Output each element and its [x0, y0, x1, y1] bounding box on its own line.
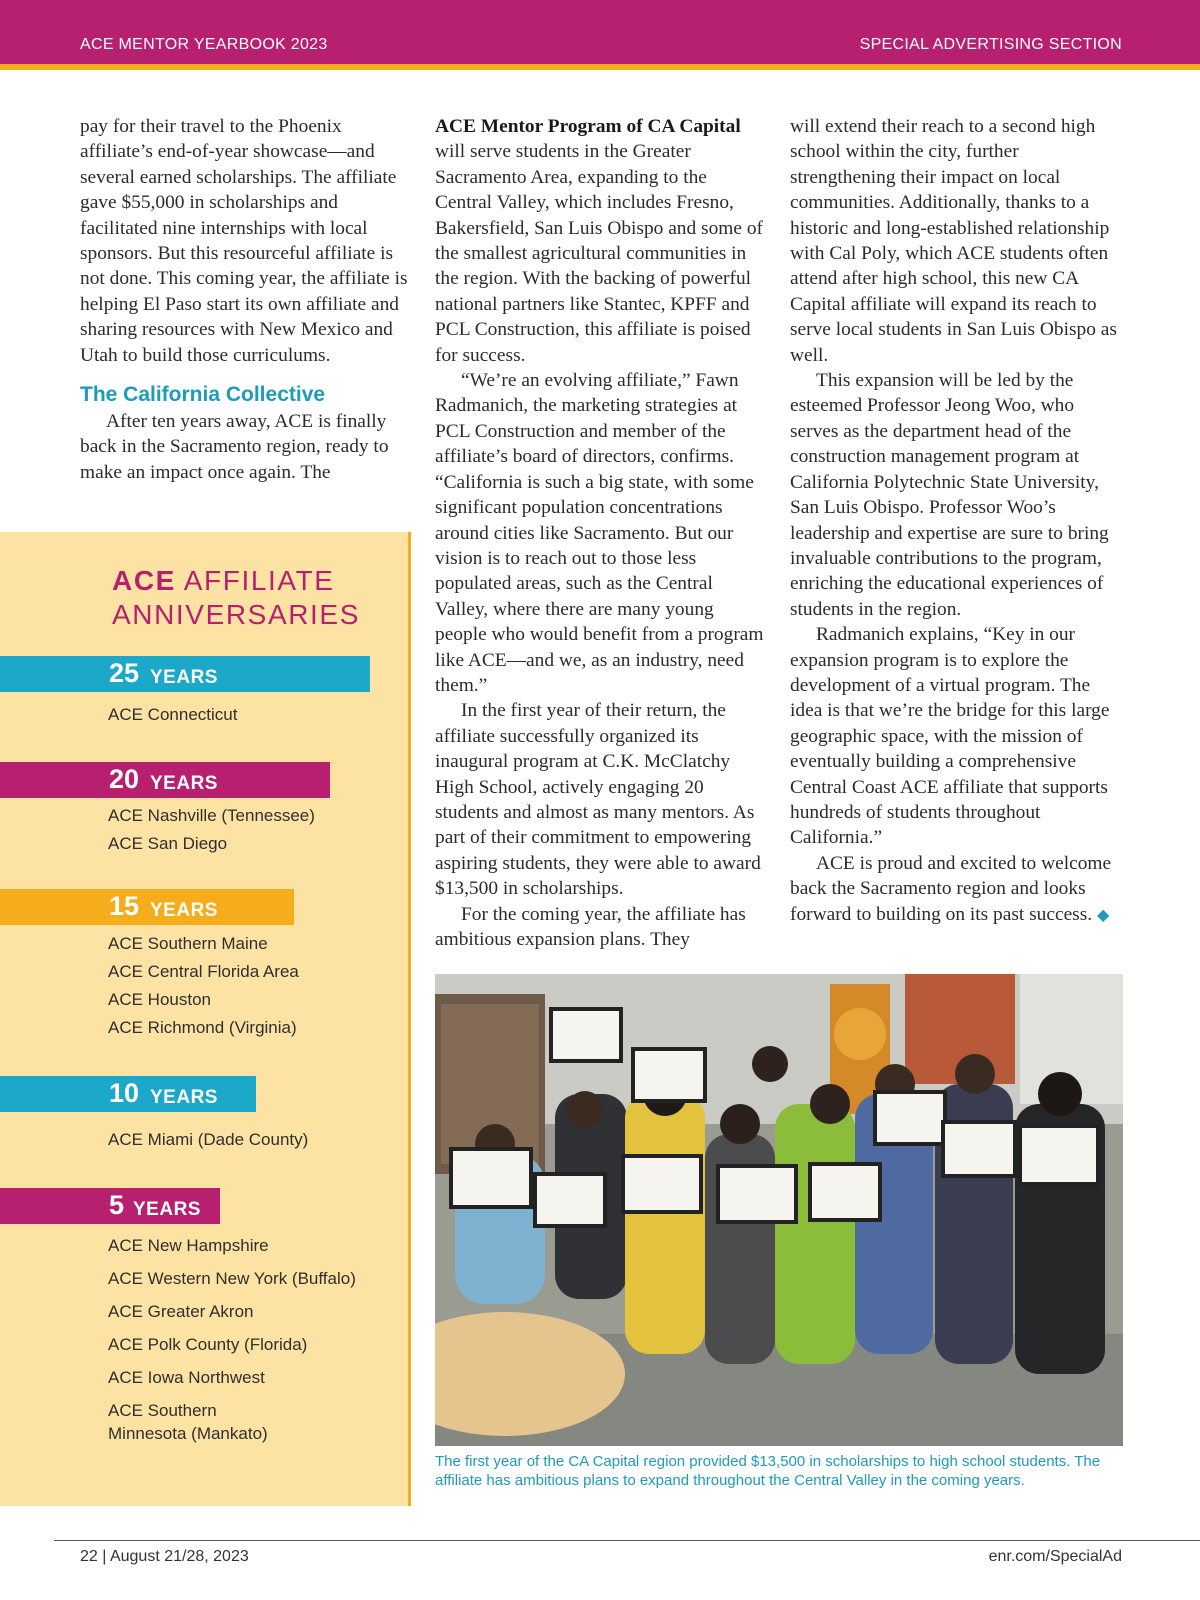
affiliate-name: ACE Houston [108, 990, 211, 1009]
paragraph: After ten years away, ACE is finally back in the Sacramento region, ready to make an impact once again. The [80, 411, 389, 483]
article-column-3 [790, 114, 1126, 928]
photo-caption: The first year of the CA Capital region provided $13,500 in scholarships to high school students. The affiliate has ambitious plans to expand throughout the Central Valley in the coming years. [435, 1453, 1101, 1489]
subheading: The California Collective [80, 383, 326, 407]
affiliate-name: ACE Greater Akron [108, 1302, 254, 1321]
years-band-20: 20 YEARS [0, 762, 330, 798]
years-band-10: 10 YEARS [0, 1076, 256, 1112]
affiliate-name: ACE Nashville (Tennessee) [108, 806, 315, 825]
publication-title: ACE MENTOR YEARBOOK 2023 [80, 36, 328, 53]
paragraph: This expansion will be led by the esteemed Professor Jeong Woo, who serves as the department head of the construction management program at California Polytechnic State University, San Luis Obispo. Professor Woo’s leadership and expertise are sure to bring invaluable contributions to the program, enriching the educational experiences of students in the region. [790, 370, 1109, 620]
article-column-1 [80, 114, 414, 485]
paragraph: For the coming year, the affiliate has ambitious expansion plans. They [435, 903, 746, 950]
paragraph: “We’re an evolving affiliate,” Fawn Radmanich, the marketing strategies at PCL Construction and member of the affiliate’s board of directors, confirms. “California is such a big state, with some significant population concentrations around cities like Sacramento. But our vision is to reach out to those less populated areas, such as the Central Valley, where there are many young people who would benefit from a program like ACE—and we, as an industry, need them.” [435, 370, 764, 696]
sidebar-border [408, 532, 411, 1506]
section-label: SPECIAL ADVERTISING SECTION [859, 36, 1122, 53]
page-header [0, 0, 1200, 64]
paragraph-text: ACE is proud and excited to welcome back the Sacramento region and looks forward to building on its past success. [790, 852, 1112, 925]
paragraph [435, 114, 767, 368]
article-column-2 [435, 114, 767, 952]
header-stripe [0, 64, 1200, 70]
paragraph: pay for their travel to the Phoenix affiliate’s end-of-year showcase—and several earned scholarships. The affiliate gave $55,000 in scholarships and facilitated nine internships with local sponsors. But this resourceful affiliate is not done. This coming year, the affiliate is helping El Paso start its own affiliate and sharing resources with New Mexico and Utah to build those curriculums. [80, 116, 408, 366]
end-mark-icon: ◆ [1096, 906, 1110, 924]
program-name-lead: ACE Mentor Program of CA Capital [435, 116, 741, 137]
years-band-25: 25 YEARS [0, 656, 370, 692]
affiliate-name: ACE Iowa Northwest [108, 1368, 265, 1387]
page-number-date: 22 | August 21/28, 2023 [80, 1548, 249, 1565]
affiliate-name: ACE Southern [108, 1401, 217, 1420]
sidebar-title: ACE AFFILIATE ANNIVERSARIES [112, 565, 360, 630]
footer-rule [54, 1540, 1200, 1541]
affiliate-name: ACE Richmond (Virginia) [108, 1018, 297, 1037]
affiliate-name: ACE Southern Maine [108, 934, 268, 953]
footer-url: enr.com/SpecialAd [988, 1548, 1122, 1565]
paragraph: In the first year of their return, the affiliate successfully organized its inaugural program at C.K. McClatchy High School, actively engaging 20 students and almost as many mentors. As part of their commitment to empowering aspiring students, they were able to award $13,500 in scholarships. [435, 700, 761, 900]
affiliate-name: ACE Western New York (Buffalo) [108, 1269, 356, 1288]
affiliate-name: ACE New Hampshire [108, 1236, 269, 1255]
paragraph: Radmanich explains, “Key in our expansion program is to explore the development of a virtual program. The idea is that we’re the bridge for this large geographic space, with the mission of eventually building a comprehensive Central Coast ACE affiliate that supports hundreds of students throughout California.” [790, 624, 1110, 849]
affiliate-name: ACE Miami (Dade County) [108, 1130, 309, 1149]
years-band-15: 15 YEARS [0, 889, 294, 925]
paragraph [790, 851, 1126, 928]
affiliate-name: Minnesota (Mankato) [108, 1424, 268, 1443]
paragraph-text: will serve students in the Greater Sacramento Area, expanding to the Central Valley, which includes Fresno, Bakersfield, San Luis Obispo and some of the smallest agricultural communities in the region. With the backing of powerful national partners like Stantec, KPFF and PCL Construction, this affiliate is poised for success. [435, 141, 763, 366]
years-band-5: 5 YEARS [0, 1188, 220, 1224]
paragraph: will extend their reach to a second high school within the city, further strengthening their impact on local communities. Additionally, thanks to a historic and long-established relationship with Cal Poly, which ACE students often attend after high school, this new CA Capital affiliate will expand its reach to serve local students in San Luis Obispo as well. [790, 116, 1117, 366]
group-photo [435, 974, 1123, 1446]
affiliate-name: ACE Central Florida Area [108, 962, 299, 981]
affiliate-name: ACE Connecticut [108, 705, 238, 724]
affiliate-name: ACE Polk County (Florida) [108, 1335, 308, 1354]
affiliate-name: ACE San Diego [108, 834, 228, 853]
